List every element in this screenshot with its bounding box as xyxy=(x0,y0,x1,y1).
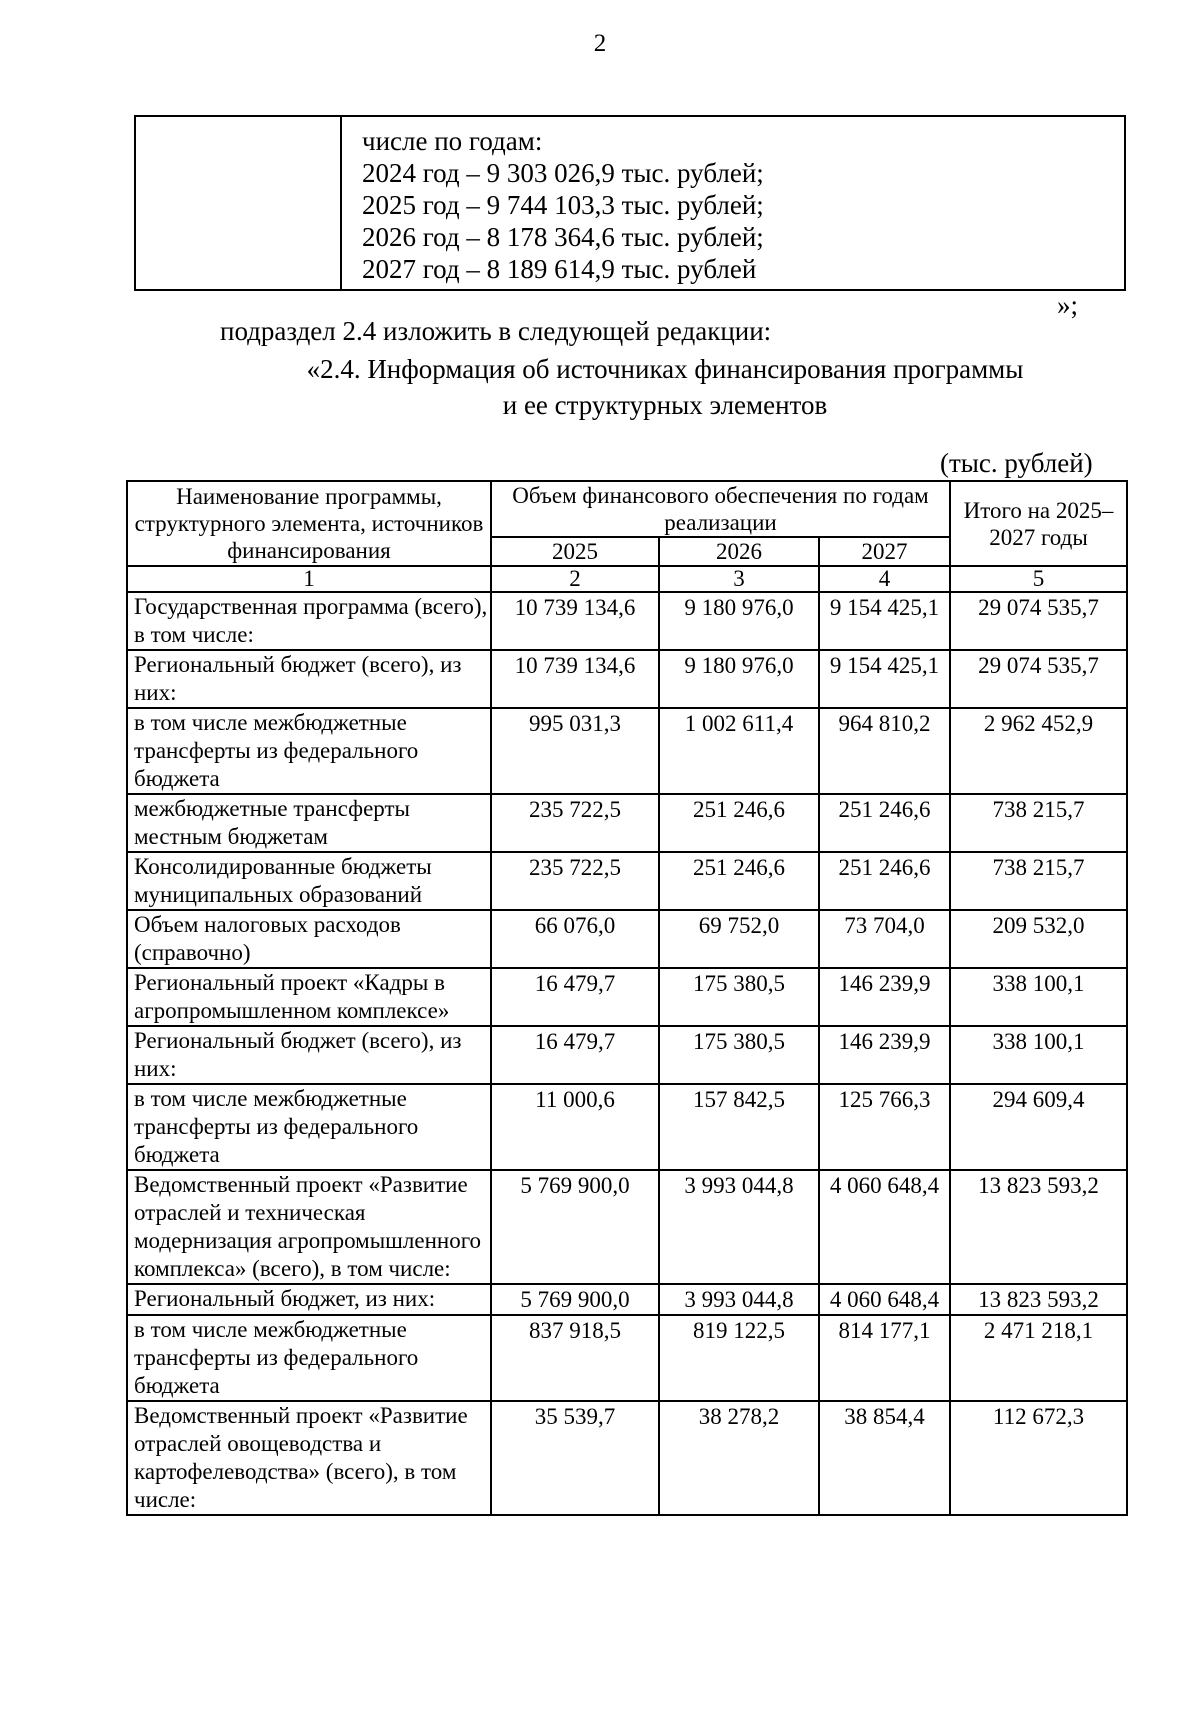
row-value-2027: 38 854,4 xyxy=(819,1401,950,1515)
row-value-total: 2 471 218,1 xyxy=(950,1315,1127,1401)
column-index: 1 xyxy=(127,566,491,592)
header-name: Наименование программы, структурного элемента, источников финансирования xyxy=(127,481,491,566)
table-row xyxy=(127,794,1127,852)
table-row xyxy=(127,1170,1127,1284)
header-volume: Объем финансового обеспечения по годам реализации xyxy=(491,481,950,537)
row-value-2027: 964 810,2 xyxy=(819,708,950,794)
row-value-total: 13 823 593,2 xyxy=(950,1170,1127,1284)
row-value-2026: 38 278,2 xyxy=(659,1401,819,1515)
row-value-2025: 995 031,3 xyxy=(491,708,659,794)
header-year-2027: 2027 xyxy=(819,537,950,566)
summary-content-cell xyxy=(341,116,1125,290)
funding-table-body xyxy=(127,592,1127,1515)
column-index: 4 xyxy=(819,566,950,592)
row-name-cell: Региональный бюджет (всего), из них: xyxy=(127,1026,491,1084)
table-row xyxy=(127,1284,1127,1315)
row-name-cell: Региональный бюджет, из них: xyxy=(127,1284,491,1315)
row-value-2026: 819 122,5 xyxy=(659,1315,819,1401)
funding-sources-table xyxy=(126,480,1128,1516)
row-value-total: 29 074 535,7 xyxy=(950,650,1127,708)
header-year-2026: 2026 xyxy=(659,537,819,566)
row-name-cell: в том числе межбюджетные трансферты из федерального бюджета xyxy=(127,1084,491,1170)
table-row xyxy=(127,1401,1127,1515)
summary-line: 2024 год – 9 303 026,9 тыс. рублей; xyxy=(362,158,764,188)
page-number: 2 xyxy=(593,30,607,57)
row-value-2026: 251 246,6 xyxy=(659,852,819,910)
row-name-cell: в том числе межбюджетные трансферты из федерального бюджета xyxy=(127,708,491,794)
row-value-2027: 4 060 648,4 xyxy=(819,1170,950,1284)
table-row xyxy=(127,910,1127,968)
closing-quote-mark: »; xyxy=(1057,290,1079,320)
row-name-cell: Объем налоговых расходов (справочно) xyxy=(127,910,491,968)
row-value-2025: 11 000,6 xyxy=(491,1084,659,1170)
row-value-total: 112 672,3 xyxy=(950,1401,1127,1515)
header-total: Итого на 2025–2027 годы xyxy=(950,481,1127,566)
summary-line: числе по годам: xyxy=(362,126,543,156)
row-value-2027: 125 766,3 xyxy=(819,1084,950,1170)
units-label: (тыс. рублей) xyxy=(940,448,1093,478)
table-row xyxy=(127,1315,1127,1401)
row-value-2025: 10 739 134,6 xyxy=(491,592,659,650)
column-index: 2 xyxy=(491,566,659,592)
row-value-total: 209 532,0 xyxy=(950,910,1127,968)
row-value-2025: 35 539,7 xyxy=(491,1401,659,1515)
table-row xyxy=(127,650,1127,708)
row-value-2025: 66 076,0 xyxy=(491,910,659,968)
row-value-2025: 235 722,5 xyxy=(491,852,659,910)
column-index: 3 xyxy=(659,566,819,592)
row-value-2027: 146 239,9 xyxy=(819,1026,950,1084)
table-row xyxy=(127,592,1127,650)
section-title-line-1: «2.4. Информация об источниках финансирования программы xyxy=(306,354,1024,384)
header-year-2025: 2025 xyxy=(491,537,659,566)
row-value-total: 13 823 593,2 xyxy=(950,1284,1127,1315)
row-value-total: 294 609,4 xyxy=(950,1084,1127,1170)
row-value-2026: 175 380,5 xyxy=(659,1026,819,1084)
table-row xyxy=(127,708,1127,794)
row-name-cell: Региональный бюджет (всего), из них: xyxy=(127,650,491,708)
row-value-2026: 9 180 976,0 xyxy=(659,592,819,650)
row-value-2026: 175 380,5 xyxy=(659,968,819,1026)
row-value-2026: 69 752,0 xyxy=(659,910,819,968)
subsection-intro: подраздел 2.4 изложить в следующей редакции: xyxy=(220,316,772,346)
row-name-cell: Государственная программа (всего), в том числе: xyxy=(127,592,491,650)
row-value-2027: 251 246,6 xyxy=(819,794,950,852)
row-value-2025: 10 739 134,6 xyxy=(491,650,659,708)
row-value-2027: 251 246,6 xyxy=(819,852,950,910)
row-value-2027: 4 060 648,4 xyxy=(819,1284,950,1315)
row-name-cell: Ведомственный проект «Развитие отраслей овощеводства и картофелеводства» (всего), в том числе: xyxy=(127,1401,491,1515)
row-value-total: 2 962 452,9 xyxy=(950,708,1127,794)
table-row xyxy=(127,1026,1127,1084)
row-value-2025: 16 479,7 xyxy=(491,1026,659,1084)
table-row xyxy=(127,1084,1127,1170)
row-value-2025: 235 722,5 xyxy=(491,794,659,852)
row-value-2026: 9 180 976,0 xyxy=(659,650,819,708)
summary-line: 2025 год – 9 744 103,3 тыс. рублей; xyxy=(362,190,764,220)
row-value-2027: 814 177,1 xyxy=(819,1315,950,1401)
row-value-2026: 3 993 044,8 xyxy=(659,1170,819,1284)
column-index: 5 xyxy=(950,566,1127,592)
program-funding-summary-table xyxy=(134,115,1126,291)
summary-line: 2027 год – 8 189 614,9 тыс. рублей xyxy=(362,254,757,284)
row-name-cell: Региональный проект «Кадры в агропромышленном комплексе» xyxy=(127,968,491,1026)
section-title-line-2: и ее структурных элементов xyxy=(502,390,828,420)
row-name-cell: межбюджетные трансферты местным бюджетам xyxy=(127,794,491,852)
row-value-2025: 16 479,7 xyxy=(491,968,659,1026)
row-value-2025: 5 769 900,0 xyxy=(491,1284,659,1315)
row-value-2027: 146 239,9 xyxy=(819,968,950,1026)
section-title xyxy=(0,351,1200,423)
row-value-2026: 1 002 611,4 xyxy=(659,708,819,794)
row-value-2026: 3 993 044,8 xyxy=(659,1284,819,1315)
table-row xyxy=(127,968,1127,1026)
row-value-2025: 5 769 900,0 xyxy=(491,1170,659,1284)
row-name-cell: Консолидированные бюджеты муниципальных образований xyxy=(127,852,491,910)
row-value-2026: 157 842,5 xyxy=(659,1084,819,1170)
row-value-2025: 837 918,5 xyxy=(491,1315,659,1401)
row-value-total: 738 215,7 xyxy=(950,794,1127,852)
row-value-2027: 9 154 425,1 xyxy=(819,592,950,650)
summary-line: 2026 год – 8 178 364,6 тыс. рублей; xyxy=(362,222,764,252)
row-value-total: 338 100,1 xyxy=(950,1026,1127,1084)
row-value-total: 338 100,1 xyxy=(950,968,1127,1026)
summary-blank-cell xyxy=(135,116,341,290)
row-value-2027: 73 704,0 xyxy=(819,910,950,968)
row-value-2026: 251 246,6 xyxy=(659,794,819,852)
row-value-total: 29 074 535,7 xyxy=(950,592,1127,650)
row-value-2027: 9 154 425,1 xyxy=(819,650,950,708)
row-value-total: 738 215,7 xyxy=(950,852,1127,910)
table-row xyxy=(127,852,1127,910)
row-name-cell: Ведомственный проект «Развитие отраслей и техническая модернизация агропромышленного комплекса» (всего), в том числе: xyxy=(127,1170,491,1284)
row-name-cell: в том числе межбюджетные трансферты из федерального бюджета xyxy=(127,1315,491,1401)
